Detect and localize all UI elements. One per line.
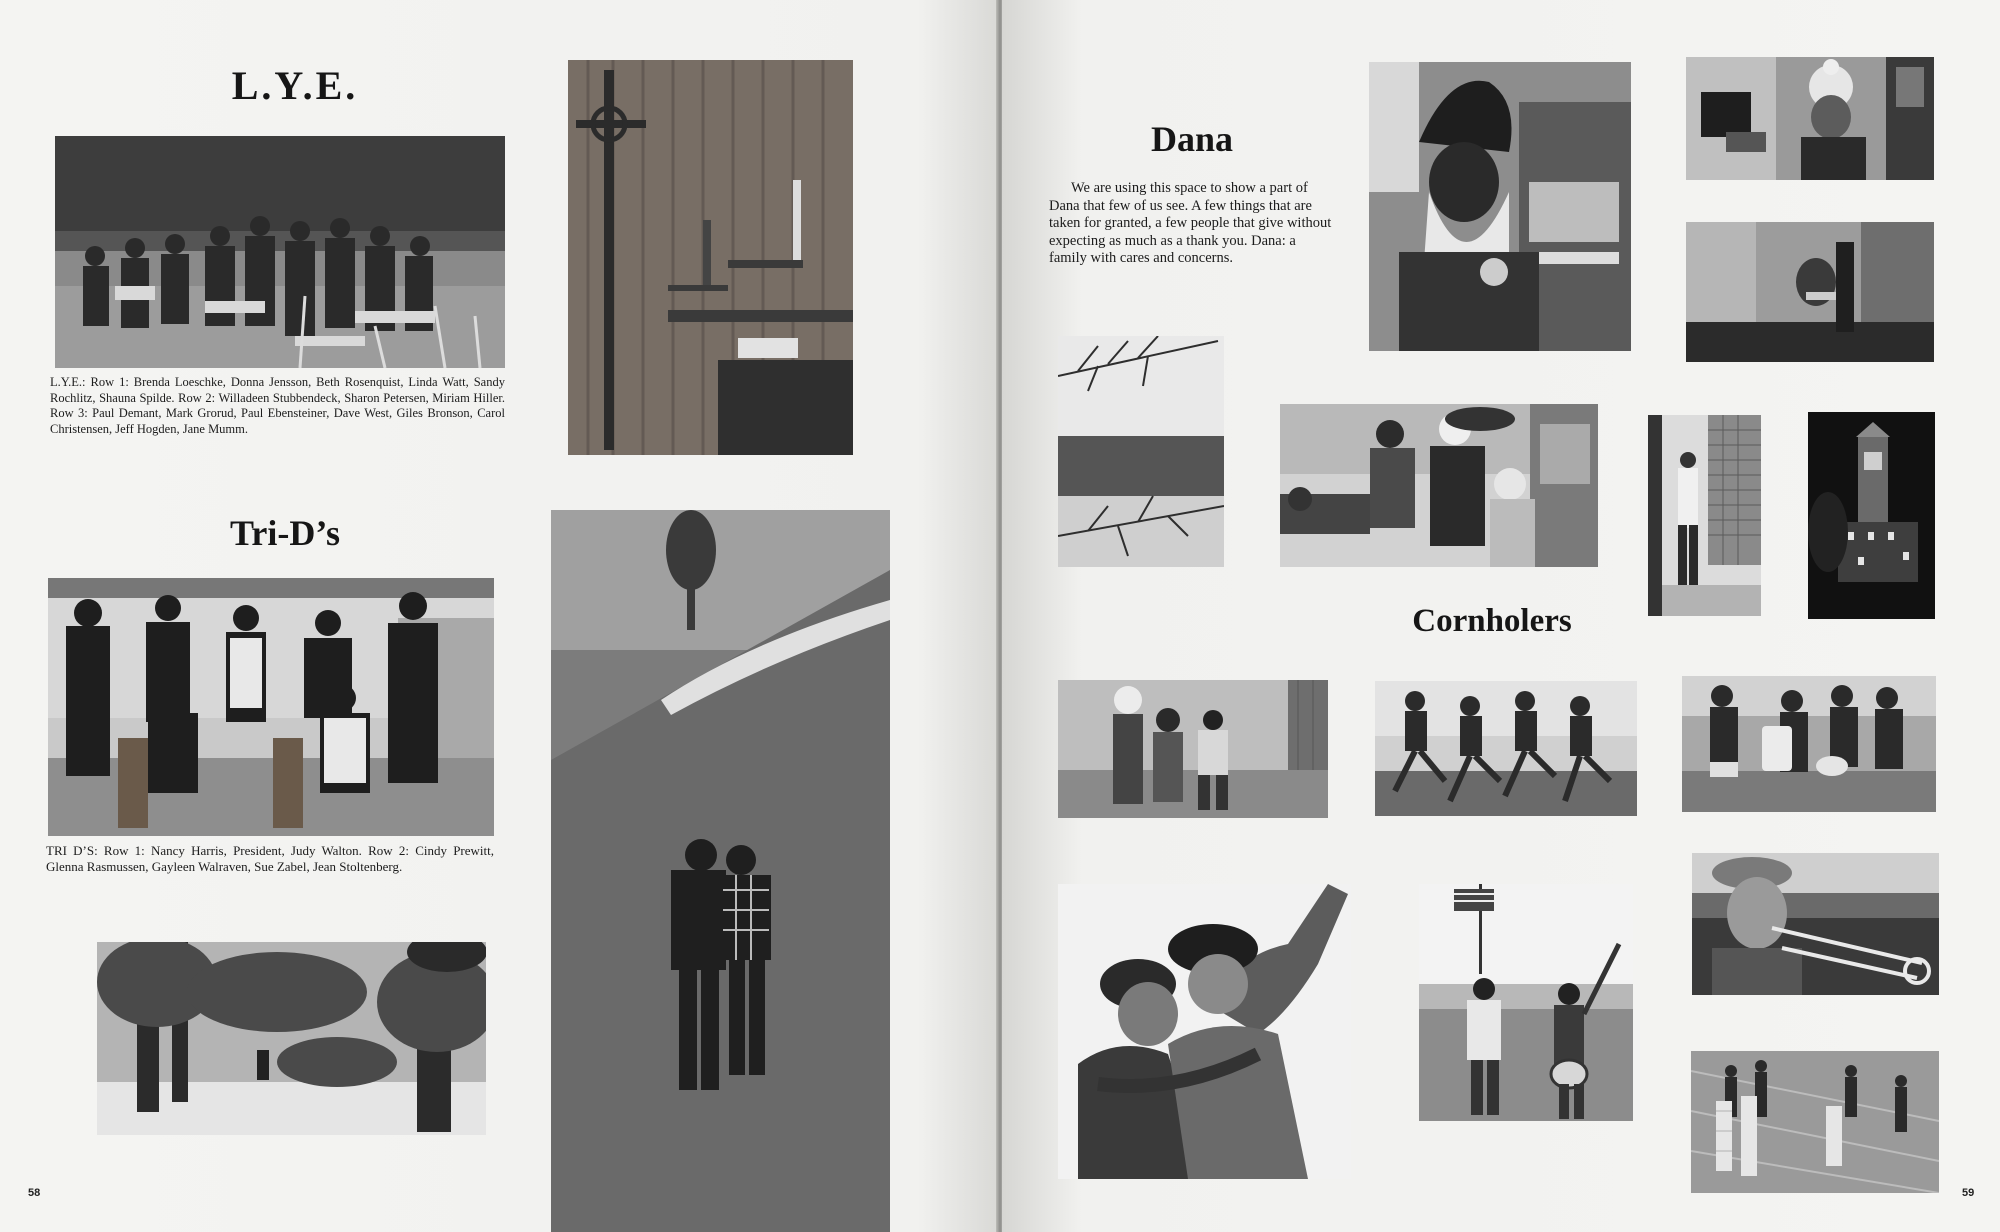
lye-heading: L.Y.E. [231,63,359,108]
page-number-left: 58 [28,1187,41,1199]
tower-at-night-photo [1808,412,1935,619]
page-number-right: 59 [1962,1187,1975,1199]
mailroom-photo [1648,415,1761,616]
dana-intro-text: We are using this space to show a part of Dana that few of us see. A few things that are taken for granted, a few people that give without expecting as much as a thank you. Dana: a family with cares and concerns. [1049,180,1332,266]
dana-heading: Dana [1150,119,1234,159]
trombone-player-photo [1692,853,1939,995]
drum-line-photo [1682,676,1936,812]
office-worker-photo [1686,222,1934,362]
pine-branches-photo [1058,336,1224,567]
lye-group-photo [55,136,505,368]
right-page [1002,0,2000,1232]
santa-photo [1369,62,1631,351]
cornholers-heading: Cornholers [1412,603,1572,639]
left-page [0,0,998,1232]
lye-caption: L.Y.E.: Row 1: Brenda Loeschke, Donna Jensson, Beth Rosenquist, Linda Watt, Sandy Rochlitz, Shauna Spilde. Row 2: Willadeen Stubbendeck, Sharon Petersen, Miriam Hiller. Row 3: Paul Demant, Mark Grorud, Paul Ebensteiner, Dave West, Giles Bronson, Carol Christensen, Jeff Hogden, Jane Mumm. [50,375,505,436]
drummer-flag-photo [1419,884,1633,1121]
couple-on-hill-photo [551,510,890,1232]
dancers-photo [1375,681,1637,816]
trids-group-photo [48,578,494,836]
chapel-cross-photo [568,60,853,455]
trids-heading: Tri-D’s [230,513,340,553]
two-boys-photo [1058,884,1351,1179]
band-field-photo [1058,680,1328,818]
trees-photo [97,942,486,1135]
santa-with-kids-photo [1280,404,1598,567]
trids-caption: TRI D’S: Row 1: Nancy Harris, President, Judy Walton. Row 2: Cindy Prewitt, Glenna Rasmussen, Gayleen Walraven, Sue Zabel, Jean Stoltenberg. [46,843,494,874]
marching-band-photo [1691,1051,1939,1193]
girl-knit-hat-photo [1686,57,1934,180]
